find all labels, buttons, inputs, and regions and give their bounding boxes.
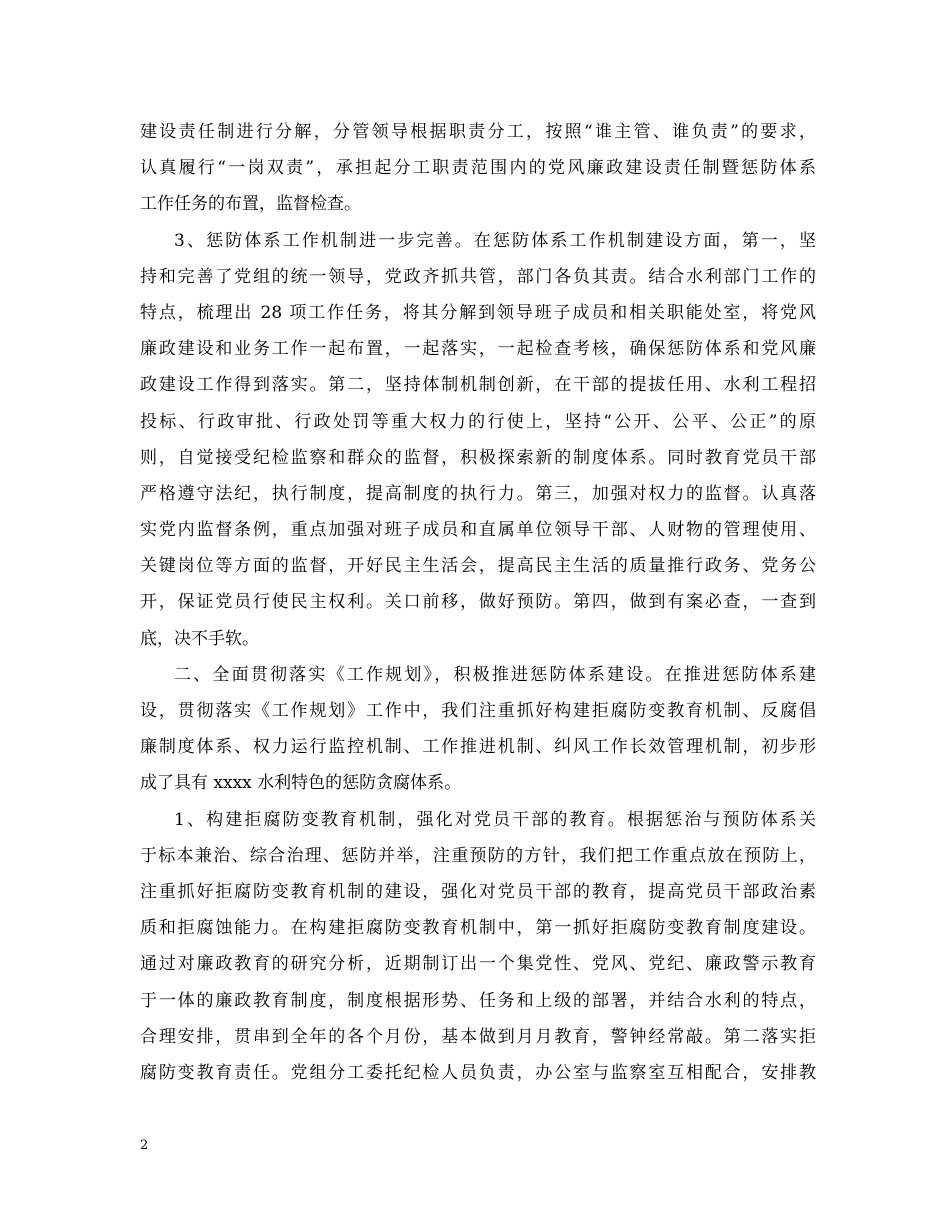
text-line: 1、构建拒腐防变教育机制，强化对党员干部的教育。根据惩治与预防体系关 (174, 809, 816, 830)
text-line: 关键岗位等方面的监督，开好民主生活会，提高民主生活的质量推行政务、党务公 (140, 556, 816, 577)
text-line: 廉政建设和业务工作一起布置，一起落实，一起检查考核，确保惩防体系和党风廉 (140, 339, 816, 360)
text-line: 政建设工作得到落实。第二，坚持体制机制创新，在干部的提拔任用、水利工程招 (140, 375, 816, 396)
text-line: 认真履行“一岗双责”，承担起分工职责范围内的党风廉政建设责任制暨惩防体系 (140, 158, 816, 179)
text-line: 特点，梳理出 28 项工作任务，将其分解到领导班子成员和相关职能处室，将党风 (140, 302, 816, 323)
text-line: 建设责任制进行分解，分管领导根据职责分工，按照“谁主管、谁负责”的要求， (140, 122, 816, 142)
text-line: 则，自觉接受纪检监察和群众的监督，积极探索新的制度体系。同时教育党员干部 (140, 447, 816, 468)
text-line: 合理安排，贯串到全年的各个月份，基本做到月月教育，警钟经常敲。第二落实拒 (140, 1026, 816, 1047)
text-line: 廉制度体系、权力运行监控机制、工作推进机制、纠风工作长效管理机制，初步形 (140, 737, 816, 758)
text-line: 于标本兼治、综合治理、惩防并举，注重预防的方针，我们把工作重点放在预防上， (140, 845, 816, 866)
text-line: 设，贯彻落实《工作规划》工作中，我们注重抓好构建拒腐防变教育机制、反腐倡 (140, 701, 816, 721)
text-line: 开，保证党员行使民主权利。关口前移，做好预防。第四，做到有案必查，一查到 (140, 592, 816, 613)
page-number: 2 (140, 1138, 149, 1153)
text-line: 底，决不手软。 (140, 628, 259, 649)
text-line: 腐防变教育责任。党组分工委托纪检人员负责，办公室与监察室互相配合，安排教 (140, 1062, 816, 1083)
text-line: 工作任务的布置，监督检查。 (140, 194, 361, 215)
text-line: 持和完善了党组的统一领导，党政齐抓共管，部门各负其责。结合水利部门工作的 (140, 266, 816, 287)
text-line: 通过对廉政教育的研究分析，近期制订出一个集党性、党风、党纪、廉政警示教育 (140, 954, 816, 975)
text-line: 于一体的廉政教育制度，制度根据形势、任务和上级的部署，并结合水利的特点， (140, 990, 816, 1011)
text-line: 成了具有 xxxx 水利特色的惩防贪腐体系。 (140, 773, 462, 794)
text-line: 严格遵守法纪，执行制度，提高制度的执行力。第三，加强对权力的监督。认真落 (140, 483, 816, 504)
text-line: 实党内监督条例，重点加强对班子成员和直属单位领导干部、人财物的管理使用、 (140, 520, 816, 541)
text-line: 二、全面贯彻落实《工作规划》，积极推进惩防体系建设。在推进惩防体系建 (174, 664, 816, 685)
text-line: 投标、行政审批、行政处罚等重大权力的行使上，坚持“公开、公平、公正”的原 (140, 411, 816, 432)
text-line: 质和拒腐蚀能力。在构建拒腐防变教育机制中，第一抓好拒腐防变教育制度建设。 (140, 918, 816, 939)
body-text (140, 114, 816, 1091)
text-line: 3、惩防体系工作机制进一步完善。在惩防体系工作机制建设方面，第一，坚 (174, 230, 816, 251)
text-line: 注重抓好拒腐防变教育机制的建设，强化对党员干部的教育，提高党员干部政治素 (140, 881, 816, 902)
